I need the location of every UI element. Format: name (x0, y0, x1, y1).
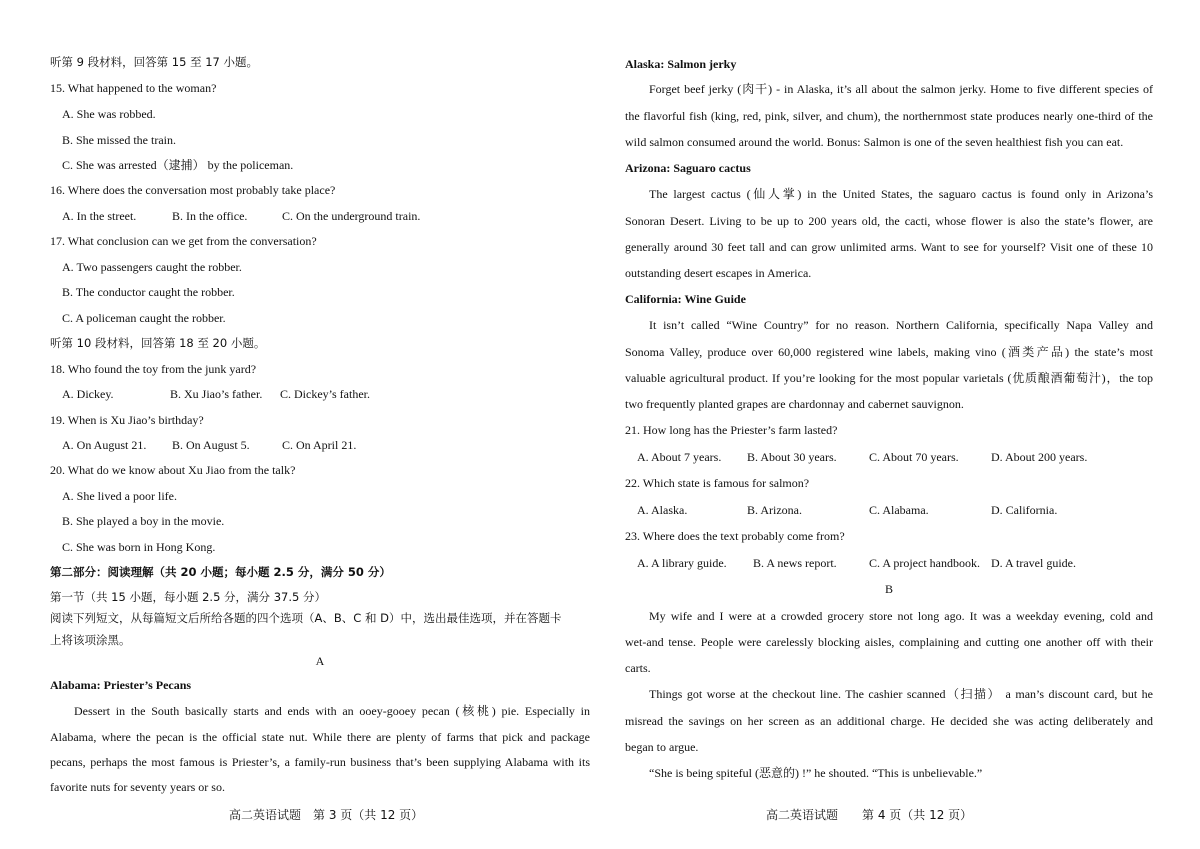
passage-a-label: A (315, 654, 325, 668)
passage-b-p2-line1: Things got worse at the checkout line. The cashier scanned（扫描） a man’s discount card, but he (649, 687, 1153, 701)
q18-option-a: A. Dickey. (62, 387, 114, 401)
q23-option-c: C. A project handbook. (869, 556, 980, 570)
q23-option-d: D. A travel guide. (991, 556, 1076, 570)
section9-intro: 听第 9 段材料，回答第 15 至 17 小题。 (50, 55, 259, 69)
q23-options (625, 556, 1076, 570)
california-line4: two frequently planted grapes are chardonnay and cabernet sauvignon. (625, 397, 964, 411)
q17-option-c: C. A policeman caught the robber. (62, 311, 226, 325)
q15-option-a: A. She was robbed. (62, 107, 156, 121)
q19-option-b: B. On August 5. (172, 438, 250, 452)
q18-option-b: B. Xu Jiao’s father. (170, 387, 263, 401)
q22-option-a: A. Alaska. (637, 503, 688, 517)
q20-option-b: B. She played a boy in the movie. (62, 514, 225, 528)
alaska-line3: wild salmon consumed around the world. Bonus: Salmon is one of the seven healthiest fish you can eat. (625, 135, 1124, 149)
section10-intro: 听第 10 段材料，回答第 18 至 20 小题。 (50, 336, 266, 350)
q18-option-c: C. Dickey’s father. (280, 387, 370, 401)
q21-option-d: D. About 200 years. (991, 450, 1088, 464)
q15-stem: 15. What happened to the woman? (50, 81, 217, 95)
q16-option-b: B. In the office. (172, 209, 248, 223)
q22-option-c: C. Alabama. (869, 503, 929, 517)
instructions-line2: 上将该项涂黑。 (50, 633, 131, 647)
q20-option-c: C. She was born in Hong Kong. (62, 540, 216, 554)
q21-option-b: B. About 30 years. (747, 450, 837, 464)
alaska-line2: the flavorful fish (king, red, pink, silver, and chum), the northernmost state produces nearly one-third of the (625, 109, 1153, 123)
passage-b-p2-line2: misread the savings on her screen as an additional charge. He decided she was acting deliberately and (625, 714, 1153, 728)
alabama-line4: favorite nuts for seventy years or so. (50, 780, 225, 794)
california-title: California: Wine Guide (625, 292, 746, 306)
q22-options (625, 503, 1057, 517)
q21-stem: 21. How long has the Priester’s farm lasted? (625, 423, 838, 437)
q22-option-b: B. Arizona. (747, 503, 802, 517)
passage-b-p1-line2: wet-and tense. People were carelessly blocking aisles, complaining and cutting one another off with their (625, 635, 1153, 649)
q17-stem: 17. What conclusion can we get from the conversation? (50, 234, 317, 248)
q15-option-b: B. She missed the train. (62, 133, 176, 147)
alabama-line1: Dessert in the South basically starts and ends with an ooey-gooey pecan (核桃) pie. Especially in (74, 704, 590, 718)
page-footer-left: 高二英语试题 第 3 页（共 12 页） (229, 808, 424, 822)
q16-options (50, 209, 420, 223)
passage-b-p2-line3: began to argue. (625, 740, 699, 754)
arizona-line4: outstanding desert escapes in America. (625, 266, 812, 280)
q23-option-b: B. A news report. (753, 556, 837, 570)
q20-option-a: A. She lived a poor life. (62, 489, 177, 503)
california-line2: Sonoma Valley, produce over 60,000 registered wine labels, making vino (酒类产品) the state’s most (625, 345, 1153, 359)
q22-stem: 22. Which state is famous for salmon? (625, 476, 810, 490)
section1-heading: 第一节（共 15 小题，每小题 2.5 分，满分 37.5 分） (50, 590, 326, 604)
california-line3: valuable agricultural product. If you’re looking for the most popular varietals (优质酿酒葡萄汁)，the top (625, 371, 1153, 385)
arizona-line3: generally around 30 feet tall and can grow unlimited arms. Want to see for yourself? Visit one of these 10 (625, 240, 1153, 254)
q18-options (50, 387, 370, 401)
passage-b-label: B (884, 582, 893, 596)
q19-option-c: C. On April 21. (282, 438, 357, 452)
alabama-line3: pecans, perhaps the most famous is Priester’s, a family-run business that’s been supplying Alabama with its (50, 755, 590, 769)
page-footer-right: 高二英语试题 第 4 页（共 12 页） (766, 808, 973, 822)
q23-stem: 23. Where does the text probably come from? (625, 529, 845, 543)
q21-options (625, 450, 1087, 464)
alabama-title: Alabama: Priester’s Pecans (50, 678, 192, 692)
q20-stem: 20. What do we know about Xu Jiao from the talk? (50, 463, 296, 477)
alaska-line1: Forget beef jerky (肉干) - in Alaska, it’s all about the salmon jerky. Home to five different species of (649, 82, 1153, 96)
q23-option-a: A. A library guide. (637, 556, 727, 570)
q21-option-a: A. About 7 years. (637, 450, 722, 464)
q17-option-b: B. The conductor caught the robber. (62, 285, 235, 299)
q19-options (50, 438, 356, 452)
arizona-line2: Sonoran Desert. Living to be up to 200 years old, the cacti, whose flower is also the state’s flower, are (625, 214, 1153, 228)
q17-option-a: A. Two passengers caught the robber. (62, 260, 242, 274)
part2-heading: 第二部分：阅读理解（共 20 小题；每小题 2.5 分，满分 50 分） (50, 565, 391, 579)
california-line1: It isn’t called “Wine Country” for no reason. Northern California, specifically Napa Valley and (649, 318, 1153, 332)
alaska-title: Alaska: Salmon jerky (625, 57, 737, 71)
q15-option-c: C. She was arrested（逮捕） by the policeman. (62, 158, 294, 172)
q19-option-a: A. On August 21. (62, 438, 147, 452)
q16-option-c: C. On the underground train. (282, 209, 421, 223)
passage-b-p1-line1: My wife and I were at a crowded grocery store not long ago. It was a weekday evening, cold and (649, 609, 1153, 623)
q16-stem: 16. Where does the conversation most probably take place? (50, 183, 336, 197)
passage-b-p3: “She is being spiteful (恶意的) !” he shouted. “This is unbelievable.” (649, 766, 983, 780)
arizona-title: Arizona: Saguaro cactus (625, 161, 751, 175)
q19-stem: 19. When is Xu Jiao’s birthday? (50, 413, 204, 427)
alabama-line2: Alabama, where the pecan is the official state nut. While there are plenty of farms that pick and package (50, 730, 590, 744)
q21-option-c: C. About 70 years. (869, 450, 959, 464)
q22-option-d: D. California. (991, 503, 1058, 517)
q16-option-a: A. In the street. (62, 209, 137, 223)
instructions-line1: 阅读下列短文，从每篇短文后所给各题的四个选项（A、B、C 和 D）中，选出最佳选项，并在答题卡 (50, 611, 562, 625)
arizona-line1: The largest cactus (仙人掌) in the United States, the saguaro cactus is found only in Arizona’s (649, 187, 1153, 201)
passage-b-p1-line3: carts. (625, 661, 651, 675)
q18-stem: 18. Who found the toy from the junk yard? (50, 362, 257, 376)
